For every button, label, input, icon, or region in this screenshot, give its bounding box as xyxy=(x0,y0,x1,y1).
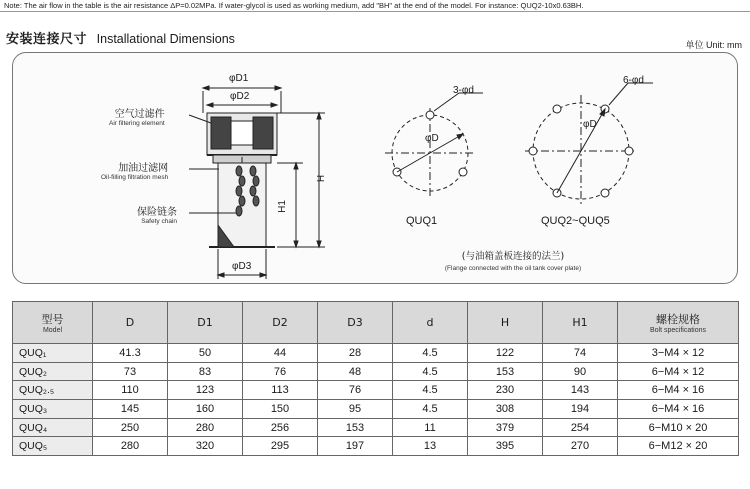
flange-note-cn: (与油箱盖板连接的法兰) xyxy=(461,251,565,262)
cell-d3: 153 xyxy=(318,418,393,437)
dim-flange2-holes: 6-φd xyxy=(623,75,644,86)
table-row xyxy=(13,437,739,456)
dim-flange1-diam: φD xyxy=(425,133,439,144)
cell-d2: 113 xyxy=(243,381,318,400)
flange2-caption: QUQ2~QUQ5 xyxy=(541,215,610,227)
header-d3: D3 xyxy=(318,302,393,344)
cell-h: 153 xyxy=(468,362,543,381)
cell-d1: 50 xyxy=(168,344,243,363)
cell-d: 41.3 xyxy=(93,344,168,363)
label-oil-mesh xyxy=(101,159,168,181)
cell-d2: 150 xyxy=(243,400,318,419)
installation-drawing xyxy=(12,52,738,284)
label-oil-mesh-cn: 加油过滤网 xyxy=(118,163,169,174)
cell-h: 230 xyxy=(468,381,543,400)
label-chain xyxy=(137,203,177,225)
flange-quq1-drawing xyxy=(385,93,483,198)
cell-bolt: 6−M4 × 16 xyxy=(618,381,739,400)
cell-d3: 28 xyxy=(318,344,393,363)
cell-bolt: 6−M12 × 20 xyxy=(618,437,739,456)
label-air-filter xyxy=(109,105,165,127)
label-oil-mesh-en: Oil-filling filtration mesh xyxy=(101,174,169,181)
cell-d3: 95 xyxy=(318,400,393,419)
cell-small-d: 13 xyxy=(393,437,468,456)
table-row xyxy=(13,418,739,437)
cell-small-d: 4.5 xyxy=(393,381,468,400)
label-air-filter-cn: 空气过滤件 xyxy=(114,109,165,120)
dim-h: H xyxy=(316,174,328,183)
label-air-filter-en: Air filtering element xyxy=(109,120,165,127)
cell-h1: 74 xyxy=(543,344,618,363)
breather-cap-drawing xyxy=(207,113,277,171)
cell-h: 379 xyxy=(468,418,543,437)
table-header-row xyxy=(13,302,739,344)
section-title-cn: 安装连接尺寸 xyxy=(6,32,88,47)
header-d2: D2 xyxy=(243,302,318,344)
cell-bolt: 6−M4 × 16 xyxy=(618,400,739,419)
flange-quq2-5-drawing xyxy=(525,83,653,207)
cell-bolt: 6−M4 × 12 xyxy=(618,362,739,381)
dim-d1: φD1 xyxy=(229,73,249,84)
dim-flange2-diam: φD xyxy=(583,119,597,130)
cell-d: 250 xyxy=(93,418,168,437)
dimensions-table xyxy=(12,301,739,456)
cell-small-d: 4.5 xyxy=(393,400,468,419)
table-row xyxy=(13,381,739,400)
cell-h1: 194 xyxy=(543,400,618,419)
cell-d3: 48 xyxy=(318,362,393,381)
section-title-en: Installational Dimensions xyxy=(96,32,235,46)
section-title xyxy=(6,28,235,47)
cell-d2: 76 xyxy=(243,362,318,381)
note-text: Note: The air flow in the table is the air resistance ΔP=0.02MPa. If water-glycol is used as working medium, add "BH" at the end of the model. For instance: QUQ2-10x0.63BH. xyxy=(0,0,750,12)
flange-note-en: (Flange connected with the oil tank cover plate) xyxy=(444,265,582,272)
cell-d2: 256 xyxy=(243,418,318,437)
cell-d3: 76 xyxy=(318,381,393,400)
header-h: H xyxy=(468,302,543,344)
cell-h1: 254 xyxy=(543,418,618,437)
cell-d1: 160 xyxy=(168,400,243,419)
dim-flange1-holes: 3-φd xyxy=(453,85,474,96)
dim-d3: φD3 xyxy=(232,261,252,272)
cell-h1: 90 xyxy=(543,362,618,381)
unit-label: 单位 Unit: mm xyxy=(685,40,742,50)
cell-small-d: 4.5 xyxy=(393,344,468,363)
flange1-caption: QUQ1 xyxy=(406,215,438,227)
cell-d1: 83 xyxy=(168,362,243,381)
header-small-d: d xyxy=(393,302,468,344)
table-row xyxy=(13,362,739,381)
label-chain-cn: 保险链条 xyxy=(137,207,177,218)
header-d1: D1 xyxy=(168,302,243,344)
cell-d2: 295 xyxy=(243,437,318,456)
cell-small-d: 11 xyxy=(393,418,468,437)
cell-d: 110 xyxy=(93,381,168,400)
flange-note xyxy=(408,248,618,272)
cell-model: QUQ₄ xyxy=(13,418,93,437)
cell-model: QUQ₅ xyxy=(13,437,93,456)
cell-d: 73 xyxy=(93,362,168,381)
cell-h: 395 xyxy=(468,437,543,456)
cell-d1: 123 xyxy=(168,381,243,400)
cell-model: QUQ₂ xyxy=(13,362,93,381)
cell-d: 280 xyxy=(93,437,168,456)
header-bolt: 螺栓规格 Bolt specifications xyxy=(618,302,739,344)
header-d: D xyxy=(93,302,168,344)
cell-small-d: 4.5 xyxy=(393,362,468,381)
cell-h1: 270 xyxy=(543,437,618,456)
cell-model: QUQ₁ xyxy=(13,344,93,363)
cell-model: QUQ₂.₅ xyxy=(13,381,93,400)
dim-d2: φD2 xyxy=(230,91,250,102)
header-h1: H1 xyxy=(543,302,618,344)
header-model: 型号 Model xyxy=(13,302,93,344)
cell-d1: 320 xyxy=(168,437,243,456)
table-row xyxy=(13,400,739,419)
cell-d2: 44 xyxy=(243,344,318,363)
label-chain-en: Safety chain xyxy=(141,218,177,225)
cell-bolt: 3−M4 × 12 xyxy=(618,344,739,363)
cell-h: 308 xyxy=(468,400,543,419)
dim-h1: H1 xyxy=(276,200,288,213)
cell-d1: 280 xyxy=(168,418,243,437)
cell-h: 122 xyxy=(468,344,543,363)
cell-d3: 197 xyxy=(318,437,393,456)
cell-bolt: 6−M10 × 20 xyxy=(618,418,739,437)
cell-h1: 143 xyxy=(543,381,618,400)
cell-d: 145 xyxy=(93,400,168,419)
cell-model: QUQ₃ xyxy=(13,400,93,419)
table-row xyxy=(13,344,739,363)
